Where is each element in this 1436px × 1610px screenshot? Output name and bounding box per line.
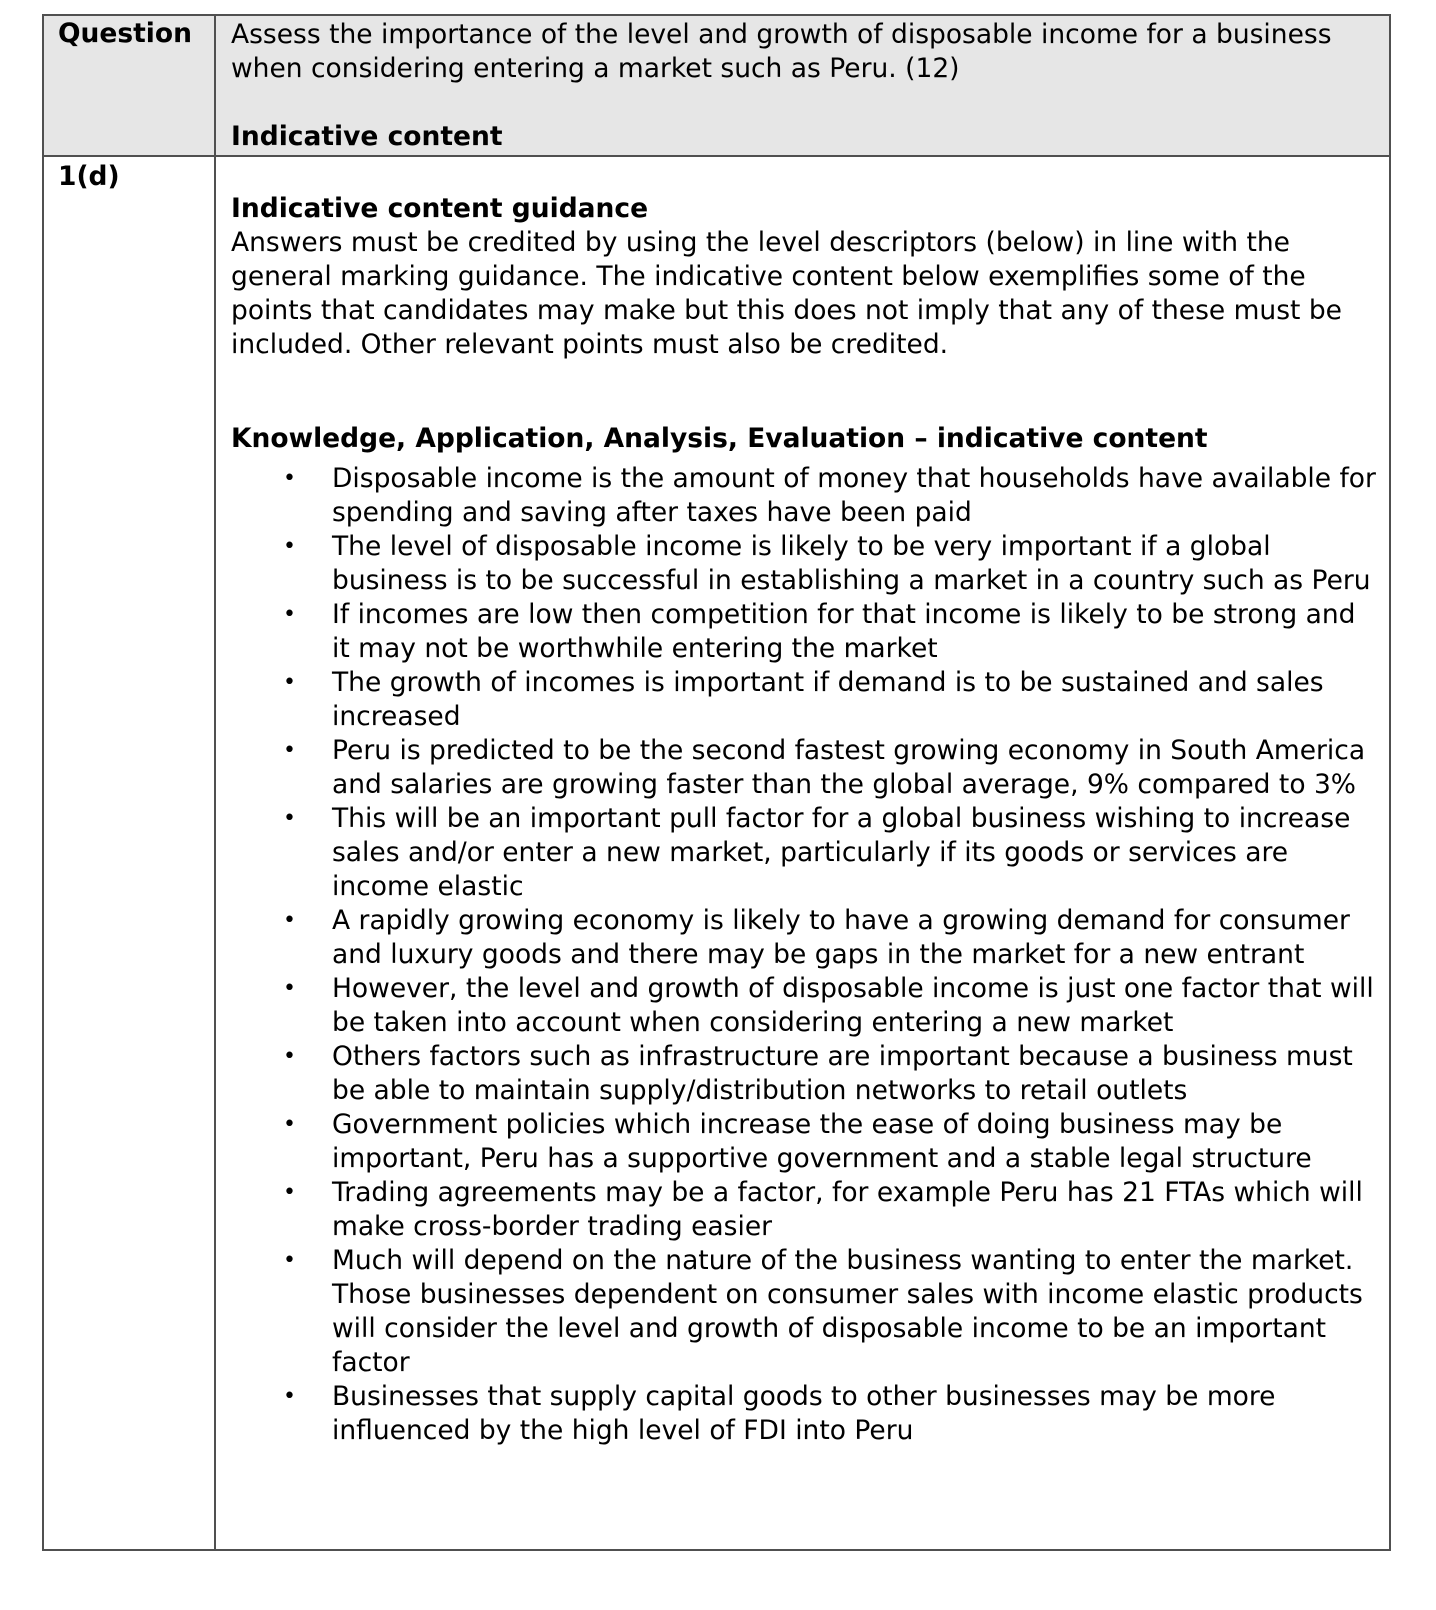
question-text-cell	[215, 15, 1390, 156]
indicative-point-text: The level of disposable income is likely to be very important if a global business is to be successful in establishing a market in a country such as Peru	[332, 531, 1371, 596]
bullet-icon: •	[283, 738, 296, 763]
indicative-point	[231, 1176, 1379, 1244]
indicative-point-text: Others factors such as infrastructure are important because a business must be able to maintain supply/distribution networks to retail outlets	[332, 1041, 1353, 1106]
bullet-icon: •	[283, 670, 296, 695]
bullet-icon: •	[283, 976, 296, 1001]
question-number: 1(d)	[58, 161, 120, 192]
bullet-icon: •	[283, 806, 296, 831]
header-row	[43, 15, 1390, 156]
bullet-icon: •	[283, 908, 296, 933]
question-label-cell	[43, 15, 215, 156]
bullet-icon: •	[283, 1384, 296, 1409]
indicative-point-text: A rapidly growing economy is likely to have a growing demand for consumer and luxury goods and there may be gaps in the market for a new entrant	[332, 905, 1350, 970]
indicative-point	[231, 972, 1379, 1040]
indicative-point	[231, 802, 1379, 904]
bullet-icon: •	[283, 602, 296, 627]
guidance-heading: Indicative content guidance	[231, 193, 649, 224]
kaae-heading: Knowledge, Application, Analysis, Evaluation – indicative content	[231, 423, 1208, 454]
bullet-icon: •	[283, 1112, 296, 1137]
indicative-point	[231, 666, 1379, 734]
indicative-point	[231, 1244, 1379, 1380]
indicative-point	[231, 598, 1379, 666]
indicative-point	[231, 1040, 1379, 1108]
indicative-point	[231, 734, 1379, 802]
spacer	[231, 86, 1379, 120]
indicative-point	[231, 1108, 1379, 1176]
indicative-point-text: The growth of incomes is important if demand is to be sustained and sales increased	[332, 667, 1324, 732]
indicative-points-list	[231, 462, 1379, 1448]
indicative-point-text: This will be an important pull factor for a global business wishing to increase sales and/or enter a new market, particularly if its goods or services are income elastic	[332, 803, 1351, 902]
indicative-point-text: If incomes are low then competition for that income is likely to be strong and it may not be worthwhile entering the market	[332, 599, 1356, 664]
indicative-point	[231, 1380, 1379, 1448]
indicative-content-cell	[215, 156, 1390, 1550]
indicative-point-text: Disposable income is the amount of money that households have available for spending and saving after taxes have been paid	[332, 463, 1376, 528]
indicative-point-text: Much will depend on the nature of the business wanting to enter the market. Those businesses dependent on consumer sales with income elastic products will consider the level and growth of disposable income to be an important factor	[332, 1245, 1363, 1378]
indicative-content-label: Indicative content	[231, 121, 503, 152]
indicative-point	[231, 462, 1379, 530]
question-number-cell	[43, 156, 215, 1550]
bullet-icon: •	[283, 466, 296, 491]
indicative-point-text: However, the level and growth of disposable income is just one factor that will be taken into account when considering entering a new market	[332, 973, 1374, 1038]
question-label: Question	[58, 18, 192, 49]
indicative-point-text: Trading agreements may be a factor, for example Peru has 21 FTAs which will make cross-border trading easier	[332, 1177, 1363, 1242]
indicative-point	[231, 530, 1379, 598]
indicative-point-text: Peru is predicted to be the second fastest growing economy in South America and salaries are growing faster than the global average, 9% compared to 3%	[332, 735, 1366, 800]
indicative-point-text: Businesses that supply capital goods to other businesses may be more influenced by the high level of FDI into Peru	[332, 1381, 1276, 1446]
bullet-icon: •	[283, 1248, 296, 1273]
guidance-text: Answers must be credited by using the level descriptors (below) in line with the general marking guidance. The indicative content below exemplifies some of the points that candidates may make but this does not imply that any of these must be included. Other relevant points must also be credited.	[231, 227, 1342, 360]
indicative-point-text: Government policies which increase the ease of doing business may be important, Peru has a supportive government and a stable legal structure	[332, 1109, 1312, 1174]
bullet-icon: •	[283, 1044, 296, 1069]
bullet-icon: •	[283, 1180, 296, 1205]
indicative-point	[231, 904, 1379, 972]
bullet-icon: •	[283, 534, 296, 559]
mark-scheme-table	[42, 14, 1391, 1551]
question-text: Assess the importance of the level and growth of disposable income for a business when considering entering a market such as Peru. (12)	[231, 19, 1332, 84]
answer-row	[43, 156, 1390, 1550]
